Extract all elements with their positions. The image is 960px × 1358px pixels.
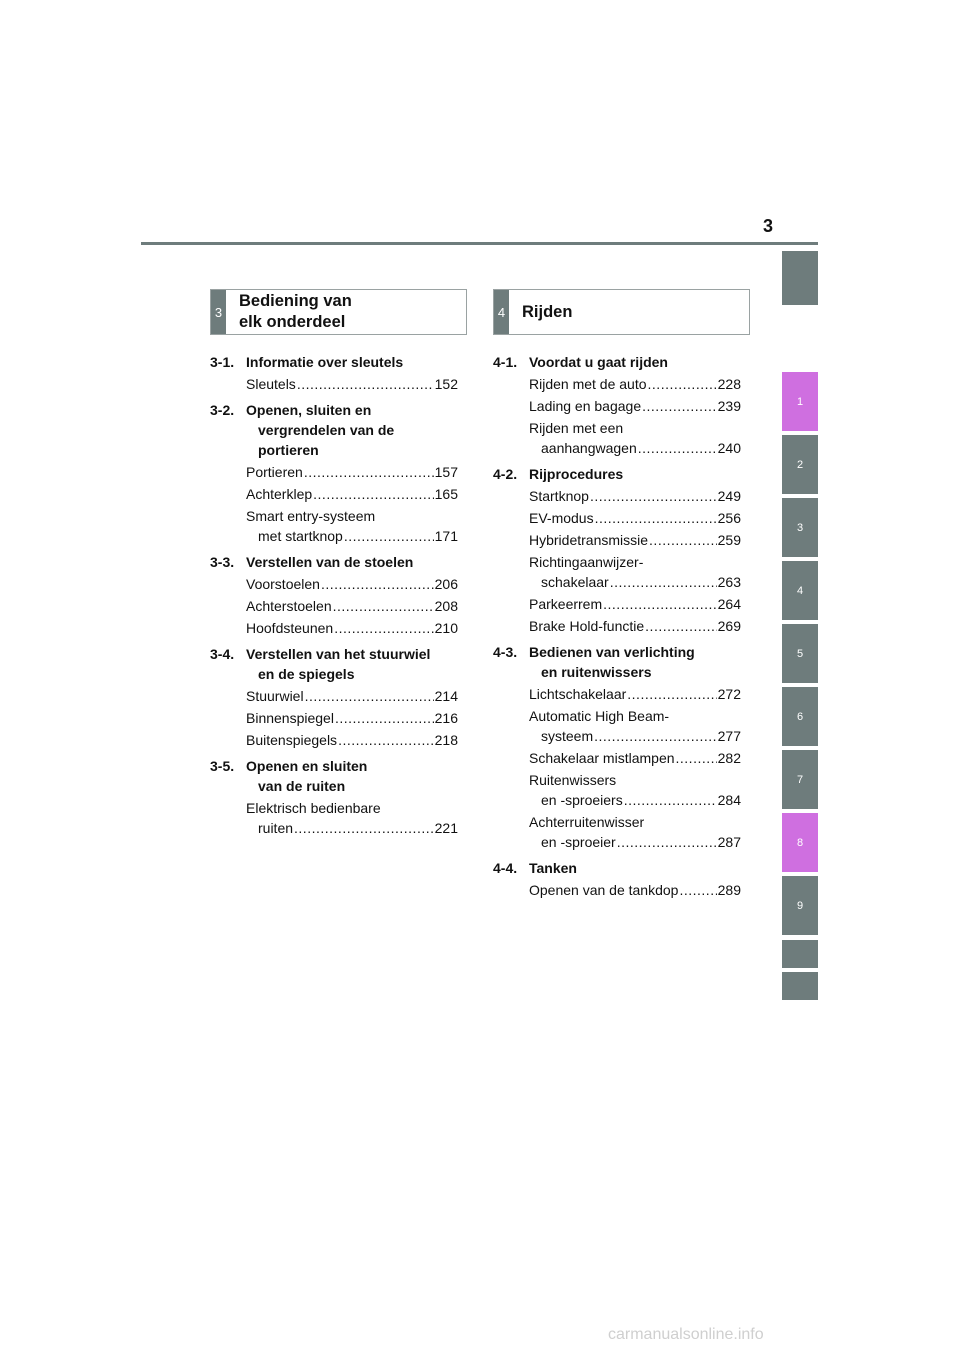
- toc-column-right: [493, 352, 741, 900]
- entry-page-number: 249: [717, 488, 741, 504]
- dot-leader: [679, 880, 716, 900]
- entry-label: en -sproeiers: [541, 792, 623, 808]
- toc-entry[interactable]: [246, 798, 458, 838]
- watermark: carmanualsonline.info: [608, 1326, 764, 1343]
- chapter-title: Openen en sluiten: [246, 758, 368, 774]
- dot-leader: [648, 374, 717, 394]
- entry-label: Brake Hold-functie: [529, 618, 645, 634]
- entry-title-line: Ruitenwissers: [529, 772, 617, 788]
- dot-leader: [638, 438, 717, 458]
- entry-page-number: 157: [434, 464, 458, 480]
- chapter-number: 3-2.: [210, 402, 235, 418]
- chapter-tab-1[interactable]: 1: [782, 372, 818, 431]
- section-title: Bediening van elk onderdeel: [239, 292, 352, 331]
- toc-entry[interactable]: [246, 686, 458, 706]
- entry-label: Openen van de tankdop: [529, 882, 679, 898]
- entry-page-number: 218: [434, 732, 458, 748]
- chapter-tab-8[interactable]: 8: [782, 813, 818, 872]
- chapter-number: 4-2.: [493, 466, 518, 482]
- section-number: 4: [494, 290, 509, 334]
- entry-page-number: 282: [717, 750, 741, 766]
- entry-title-line: Automatic High Beam-: [529, 708, 670, 724]
- chapter-tab-3[interactable]: 3: [782, 498, 818, 557]
- toc-column-left: [210, 352, 458, 838]
- chapter-tab-blank[interactable]: [782, 972, 818, 1000]
- entry-page-number: 277: [717, 728, 741, 744]
- page-number: 3: [762, 216, 773, 236]
- dot-leader: [304, 462, 434, 482]
- chapter-title: Voordat u gaat rijden: [529, 354, 668, 370]
- section-title: Rijden: [522, 302, 573, 321]
- header-rule: [141, 242, 818, 245]
- toc-entry[interactable]: [529, 706, 741, 746]
- chapter-title: en ruitenwissers: [541, 664, 652, 680]
- chapter-tab-5[interactable]: 5: [782, 624, 818, 683]
- toc-entry[interactable]: [246, 462, 458, 482]
- entry-page-number: 240: [717, 440, 741, 456]
- toc-entry[interactable]: [529, 812, 741, 852]
- toc-entry[interactable]: [529, 684, 741, 704]
- toc-entry[interactable]: [246, 506, 458, 546]
- dot-leader: [313, 484, 433, 504]
- chapter-title: Rijprocedures: [529, 466, 624, 482]
- dot-leader: [333, 596, 434, 616]
- dot-leader: [297, 374, 434, 394]
- toc-entry[interactable]: [246, 708, 458, 728]
- chapter-title: portieren: [258, 442, 319, 458]
- entry-page-number: 269: [717, 618, 741, 634]
- entry-label: Voorstoelen: [246, 576, 320, 592]
- toc-entry[interactable]: [529, 508, 741, 528]
- entry-label: EV-modus: [529, 510, 594, 526]
- entry-page-number: 263: [717, 574, 741, 590]
- toc-chapter: [493, 352, 741, 458]
- toc-entry[interactable]: [529, 770, 741, 810]
- chapter-number: 4-3.: [493, 644, 518, 660]
- section-number: 3: [211, 290, 226, 334]
- entry-label: schakelaar: [541, 574, 609, 590]
- toc-entry[interactable]: [529, 616, 741, 636]
- entry-title-line: Achterruitenwisser: [529, 814, 645, 830]
- entry-label: Parkeerrem: [529, 596, 603, 612]
- dot-leader: [617, 832, 717, 852]
- chapter-number: 3-1.: [210, 354, 235, 370]
- chapter-tab-9[interactable]: 9: [782, 876, 818, 935]
- entry-label: Startknop: [529, 488, 589, 504]
- chapter-title: Bedienen van verlichting: [529, 644, 695, 660]
- entry-label: Hybridetransmissie: [529, 532, 649, 548]
- entry-label: Binnenspiegel: [246, 710, 334, 726]
- toc-entry[interactable]: [529, 396, 741, 416]
- entry-page-number: 228: [717, 376, 741, 392]
- entry-page-number: 208: [434, 598, 458, 614]
- dot-leader: [338, 730, 434, 750]
- entry-label: met startknop: [258, 528, 343, 544]
- toc-chapter: [210, 552, 458, 638]
- dot-leader: [627, 684, 716, 704]
- entry-label: systeem: [541, 728, 594, 744]
- entry-label: Achterstoelen: [246, 598, 332, 614]
- toc-entry[interactable]: [246, 484, 458, 504]
- dot-leader: [321, 574, 434, 594]
- entry-title-line: Elektrisch bedienbare: [246, 800, 381, 816]
- chapter-tab-blank[interactable]: [782, 940, 818, 968]
- entry-page-number: 210: [434, 620, 458, 636]
- entry-label: Buitenspiegels: [246, 732, 338, 748]
- section-header-3: [210, 289, 467, 335]
- chapter-number: 3-3.: [210, 554, 235, 570]
- chapter-title: van de ruiten: [258, 778, 346, 794]
- toc-entry[interactable]: [529, 552, 741, 592]
- entry-label: Lading en bagage: [529, 398, 642, 414]
- entry-label: Stuurwiel: [246, 688, 304, 704]
- entry-label: Sleutels: [246, 376, 296, 392]
- entry-page-number: 259: [717, 532, 741, 548]
- toc-entry[interactable]: [529, 418, 741, 458]
- toc-chapter: [493, 464, 741, 636]
- entry-title-line: Smart entry-systeem: [246, 508, 376, 524]
- toc-entry[interactable]: [529, 880, 741, 900]
- toc-entry[interactable]: [529, 374, 741, 394]
- entry-label: ruiten: [258, 820, 294, 836]
- toc-entry[interactable]: [529, 530, 741, 550]
- toc-entry[interactable]: [529, 486, 741, 506]
- entry-page-number: 206: [434, 576, 458, 592]
- chapter-number: 4-4.: [493, 860, 518, 876]
- entry-label: Portieren: [246, 464, 303, 480]
- chapter-title: en de spiegels: [258, 666, 355, 682]
- chapter-title: Informatie over sleutels: [246, 354, 404, 370]
- entry-label: Schakelaar mistlampen: [529, 750, 675, 766]
- section-header-4: [493, 289, 750, 335]
- chapter-title: Verstellen van de stoelen: [246, 554, 414, 570]
- chapter-title: Tanken: [529, 860, 577, 876]
- toc-entry[interactable]: [246, 574, 458, 594]
- chapter-number: 3-5.: [210, 758, 235, 774]
- entry-label: Hoofdsteunen: [246, 620, 334, 636]
- chapter-number: 4-1.: [493, 354, 518, 370]
- dot-leader: [335, 708, 434, 728]
- entry-page-number: 152: [434, 376, 458, 392]
- entry-page-number: 256: [717, 510, 741, 526]
- dot-leader: [595, 508, 717, 528]
- toc-entry[interactable]: [246, 596, 458, 616]
- entry-page-number: 272: [717, 686, 741, 702]
- toc-chapter: [210, 400, 458, 546]
- dot-leader: [594, 726, 717, 746]
- toc-chapter: [210, 644, 458, 750]
- entry-label: Achterklep: [246, 486, 313, 502]
- chapter-number: 3-4.: [210, 646, 235, 662]
- dot-leader: [649, 530, 717, 550]
- toc-chapter: [493, 642, 741, 852]
- entry-page-number: 264: [717, 596, 741, 612]
- toc-entry[interactable]: [246, 374, 458, 394]
- chapter-title: vergrendelen van de: [258, 422, 395, 438]
- entry-title-line: Rijden met een: [529, 420, 624, 436]
- dot-leader: [645, 616, 716, 636]
- chapter-tab-4[interactable]: 4: [782, 561, 818, 620]
- dot-leader: [334, 618, 433, 638]
- dot-leader: [610, 572, 717, 592]
- dot-leader: [624, 790, 717, 810]
- dot-leader: [603, 594, 717, 614]
- chapter-title: Verstellen van het stuurwiel: [246, 646, 431, 662]
- entry-title-line: Richtingaanwijzer-: [529, 554, 644, 570]
- chapter-title: Openen, sluiten en: [246, 402, 372, 418]
- entry-label: Rijden met de auto: [529, 376, 647, 392]
- dot-leader: [294, 818, 434, 838]
- entry-page-number: 165: [434, 486, 458, 502]
- toc-entry[interactable]: [529, 748, 741, 768]
- entry-label: en -sproeier: [541, 834, 616, 850]
- chapter-tab-6[interactable]: 6: [782, 687, 818, 746]
- entry-page-number: 171: [434, 528, 458, 544]
- entry-page-number: 216: [434, 710, 458, 726]
- toc-chapter: [493, 858, 741, 900]
- toc-entry[interactable]: [529, 594, 741, 614]
- entry-label: aanhangwagen: [541, 440, 637, 456]
- dot-leader: [642, 396, 717, 416]
- dot-leader: [676, 748, 717, 768]
- dot-leader: [344, 526, 434, 546]
- entry-page-number: 239: [717, 398, 741, 414]
- toc-entry[interactable]: [246, 618, 458, 638]
- toc-chapter: [210, 352, 458, 394]
- entry-page-number: 287: [717, 834, 741, 850]
- entry-page-number: 214: [434, 688, 458, 704]
- chapter-tab-2[interactable]: 2: [782, 435, 818, 494]
- entry-page-number: 284: [717, 792, 741, 808]
- entry-page-number: 289: [717, 882, 741, 898]
- toc-entry[interactable]: [246, 730, 458, 750]
- dot-leader: [305, 686, 434, 706]
- chapter-tab-7[interactable]: 7: [782, 750, 818, 809]
- dot-leader: [590, 486, 717, 506]
- chapter-tab-blank[interactable]: [782, 251, 818, 305]
- entry-label: Lichtschakelaar: [529, 686, 627, 702]
- toc-chapter: [210, 756, 458, 838]
- entry-page-number: 221: [434, 820, 458, 836]
